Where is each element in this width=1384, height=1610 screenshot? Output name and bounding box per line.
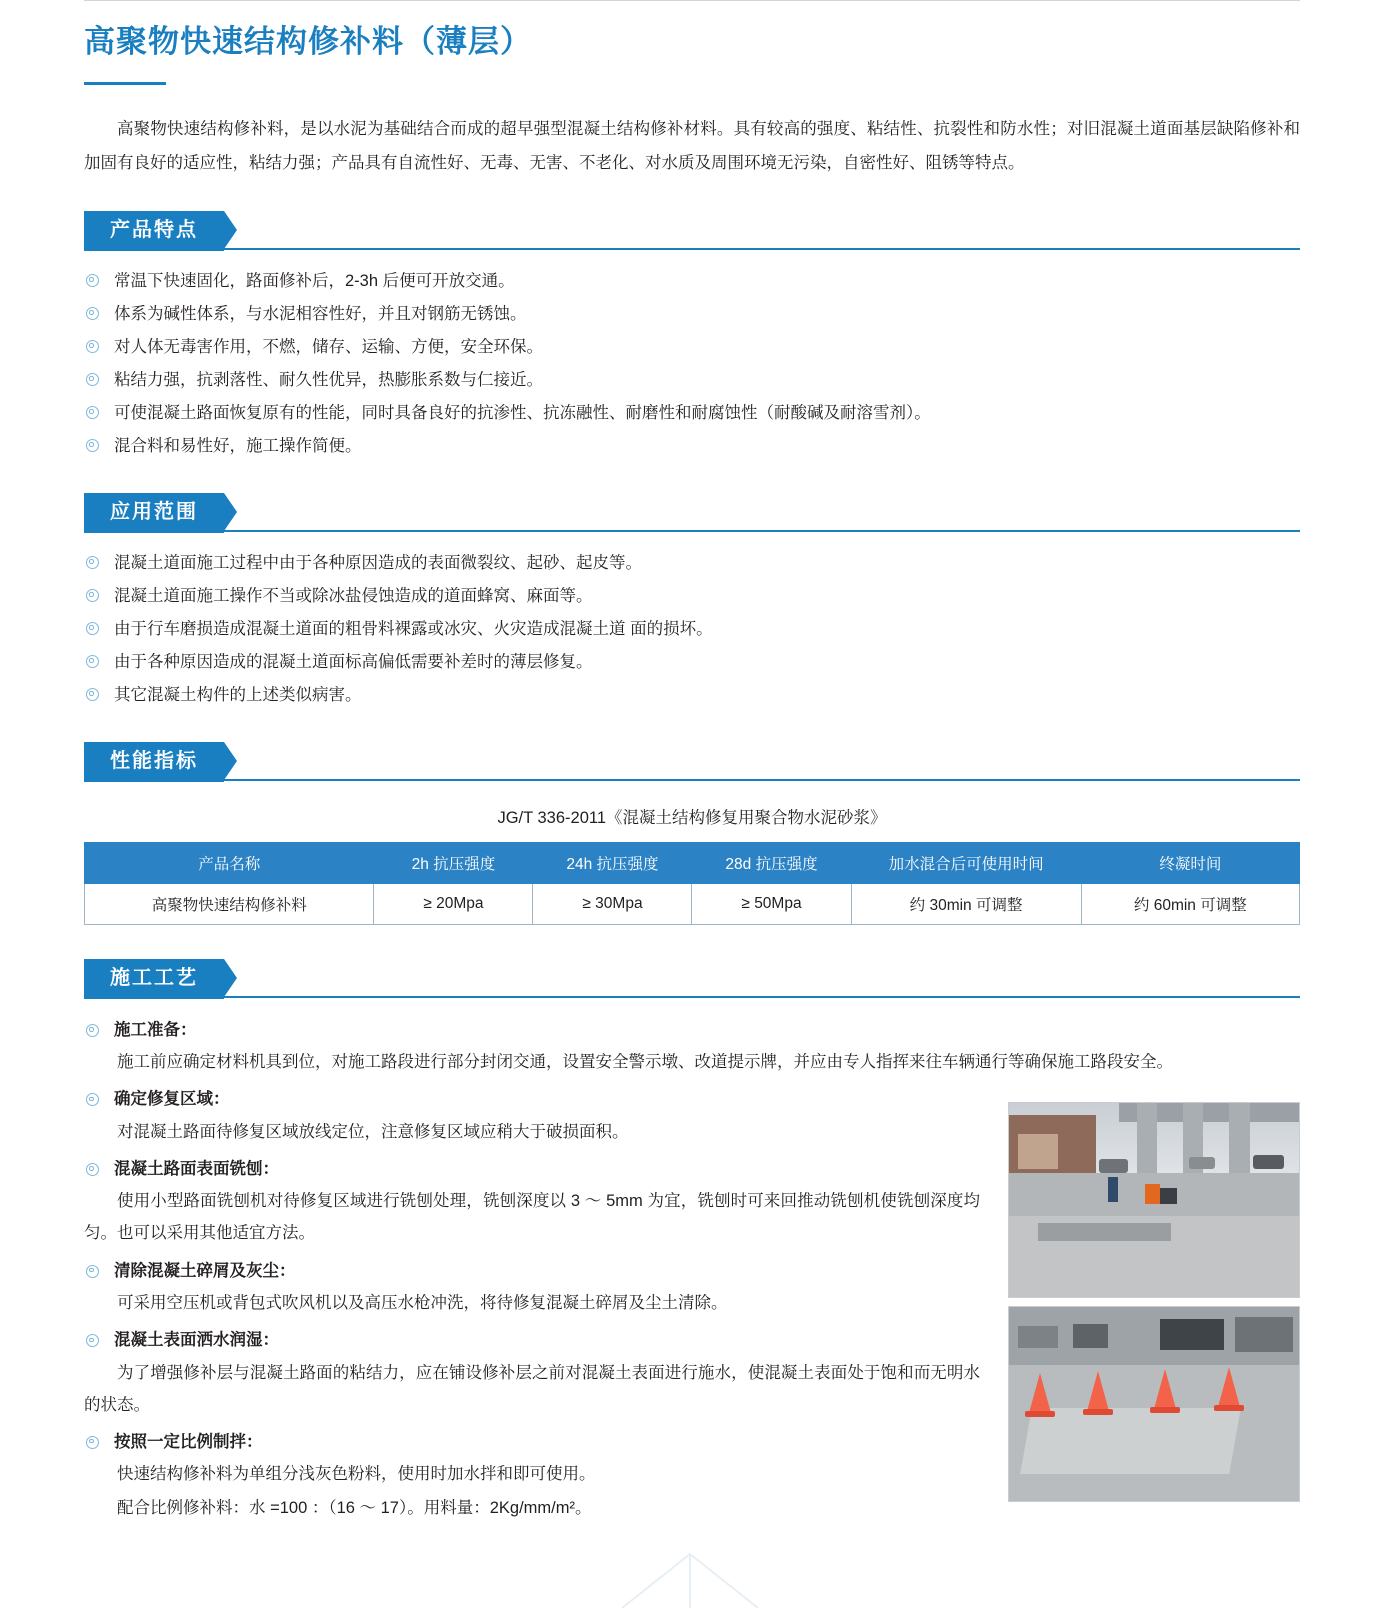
process-step-body: 快速结构修补料为单组分浅灰色粉料，使用时加水拌和即可使用。 — [117, 1465, 596, 1484]
section-rule — [84, 248, 1300, 250]
step-label: 清除混凝土碎屑及灰尘： — [114, 1261, 296, 1280]
section-title-performance: 性能指标 — [84, 742, 224, 782]
list-item-text: 可使混凝土路面恢复原有的性能，同时具备良好的抗渗性、抗冻融性、耐磨性和耐腐蚀性（耐酸碱及耐溶雪剂）。 — [114, 403, 931, 422]
list-item — [84, 679, 1300, 712]
features-list — [84, 265, 1300, 463]
section-header-performance — [84, 742, 1300, 782]
bullet-circle-icon — [86, 688, 99, 701]
list-item-text: 体系为碱性体系，与水泥相容性好，并且对钢筋无锈蚀。 — [114, 304, 527, 323]
bullet-circle-icon — [86, 307, 99, 320]
column-header: 24h 抗压强度 — [533, 842, 692, 883]
list-item-text: 混凝土道面施工操作不当或除冰盐侵蚀造成的道面蜂窝、麻面等。 — [114, 586, 593, 605]
list-item-text: 混合料和易性好，施工操作简便。 — [114, 436, 362, 455]
performance-table — [84, 842, 1300, 925]
traffic-cones-photo — [1008, 1306, 1300, 1502]
bullet-circle-icon — [86, 373, 99, 386]
column-header: 28d 抗压强度 — [692, 842, 851, 883]
bullet-circle-icon — [86, 655, 99, 668]
step-label: 混凝土表面洒水润湿： — [114, 1331, 279, 1350]
bullet-circle-icon — [86, 1024, 99, 1037]
list-item — [84, 364, 1300, 397]
list-item-text: 由于行车磨损造成混凝土道面的粗骨料裸露或冰灾、火灾造成混凝土道 面的损坏。 — [114, 619, 713, 638]
bullet-circle-icon — [86, 622, 99, 635]
list-item — [84, 547, 1300, 580]
table-cell: ≥ 50Mpa — [692, 883, 851, 924]
section-rule — [84, 779, 1300, 781]
column-header: 2h 抗压强度 — [374, 842, 533, 883]
list-item-text: 混凝土道面施工过程中由于各种原因造成的表面微裂纹、起砂、起皮等。 — [114, 553, 642, 572]
bullet-circle-icon — [86, 589, 99, 602]
column-header: 产品名称 — [85, 842, 374, 883]
list-item — [84, 265, 1300, 298]
table-cell: 约 60min 可调整 — [1081, 883, 1299, 924]
section-rule — [84, 530, 1300, 532]
step-label: 按照一定比例制拌： — [114, 1432, 263, 1451]
process-step-body: 施工前应确定材料机具到位，对施工路段进行部分封闭交通，设置安全警示墩、改道提示牌，并应由专人指挥来往车辆通行等确保施工路段安全。 — [117, 1053, 1173, 1072]
column-header: 加水混合后可使用时间 — [851, 842, 1081, 883]
list-item-text: 对人体无毒害作用，不燃，储存、运输、方便，安全环保。 — [114, 337, 543, 356]
bullet-circle-icon — [86, 1163, 99, 1176]
section-title-features: 产品特点 — [84, 211, 224, 251]
bullet-circle-icon — [86, 274, 99, 287]
process-step-body: 使用小型路面铣刨机对待修复区域进行铣刨处理，铣刨深度以 3 ～ 5mm 为宜，铣刨时可来回推动铣刨机使铣刨深度均匀。也可以采用其他适宜方法。 — [84, 1192, 980, 1243]
table-cell: ≥ 30Mpa — [533, 883, 692, 924]
process-step-body: 为了增强修补层与混凝土路面的粘结力，应在铺设修补层之前对混凝土表面进行施水，使混凝土表面处于饱和而无明水的状态。 — [84, 1363, 980, 1414]
list-item — [84, 430, 1300, 463]
list-item — [84, 331, 1300, 364]
title-underline — [84, 82, 166, 85]
section-header-applications — [84, 493, 1300, 533]
bullet-circle-icon — [86, 1334, 99, 1347]
bullet-circle-icon — [86, 556, 99, 569]
section-title-applications: 应用范围 — [84, 493, 224, 533]
table-cell: ≥ 20Mpa — [374, 883, 533, 924]
process-step-title — [84, 1015, 1300, 1046]
list-item — [84, 397, 1300, 430]
bullet-circle-icon — [86, 439, 99, 452]
bullet-circle-icon — [86, 1436, 99, 1449]
page-title: 高聚物快速结构修补料（薄层） — [84, 24, 532, 59]
construction-site-photo — [1008, 1102, 1300, 1298]
table-cell: 约 30min 可调整 — [851, 883, 1081, 924]
bullet-circle-icon — [86, 1265, 99, 1278]
section-rule — [84, 996, 1300, 998]
process-step-body: 对混凝土路面待修复区域放线定位，注意修复区域应稍大于破损面积。 — [117, 1122, 629, 1141]
standard-reference: JG/T 336-2011《混凝土结构修复用聚合物水泥砂浆》 — [497, 808, 887, 827]
list-item — [84, 646, 1300, 679]
list-item-text: 粘结力强，抗剥落性、耐久性优异，热膨胀系数与仁接近。 — [114, 370, 543, 389]
photo-column — [1008, 1102, 1300, 1510]
list-item-text: 由于各种原因造成的混凝土道面标高偏低需要补差时的薄层修复。 — [114, 652, 593, 671]
intro-paragraph: 高聚物快速结构修补料，是以水泥为基础结合而成的超早强型混凝土结构修补材料。具有较高的强度、粘结性、抗裂性和防水性；对旧混凝土道面基层缺陷修补和加固有良好的适应性，粘结力强；产品具有自流性好、无毒、无害、不老化、对水质及周围环境无污染，自密性好、阻锈等特点。 — [84, 120, 1300, 173]
watermark-graphic — [612, 1550, 772, 1610]
list-item — [84, 613, 1300, 646]
bullet-circle-icon — [86, 340, 99, 353]
table-header-row — [85, 842, 1300, 883]
step-label: 确定修复区域： — [114, 1090, 230, 1109]
bullet-circle-icon — [86, 406, 99, 419]
top-divider — [84, 0, 1300, 1]
process-step-body-secondary: 配合比例修补料：水 =100 ：（16 ～ 17）。用料量：2Kg/mm/m²。 — [117, 1499, 592, 1518]
table-cell: 高聚物快速结构修补料 — [85, 883, 374, 924]
process-step-body: 可采用空压机或背包式吹风机以及高压水枪冲洗，将待修复混凝土碎屑及尘土清除。 — [117, 1293, 728, 1312]
bullet-circle-icon — [86, 1093, 99, 1106]
applications-list — [84, 547, 1300, 712]
section-header-process — [84, 959, 1300, 999]
column-header: 终凝时间 — [1081, 842, 1299, 883]
step-label: 施工准备： — [114, 1020, 197, 1039]
step-label: 混凝土路面表面铣刨： — [114, 1159, 279, 1178]
list-item-text: 常温下快速固化，路面修补后，2-3h 后便可开放交通。 — [114, 271, 515, 290]
list-item — [84, 580, 1300, 613]
list-item — [84, 298, 1300, 331]
section-header-features — [84, 211, 1300, 251]
table-row — [85, 883, 1300, 924]
section-title-process: 施工工艺 — [84, 959, 224, 999]
list-item-text: 其它混凝土构件的上述类似病害。 — [114, 685, 362, 704]
